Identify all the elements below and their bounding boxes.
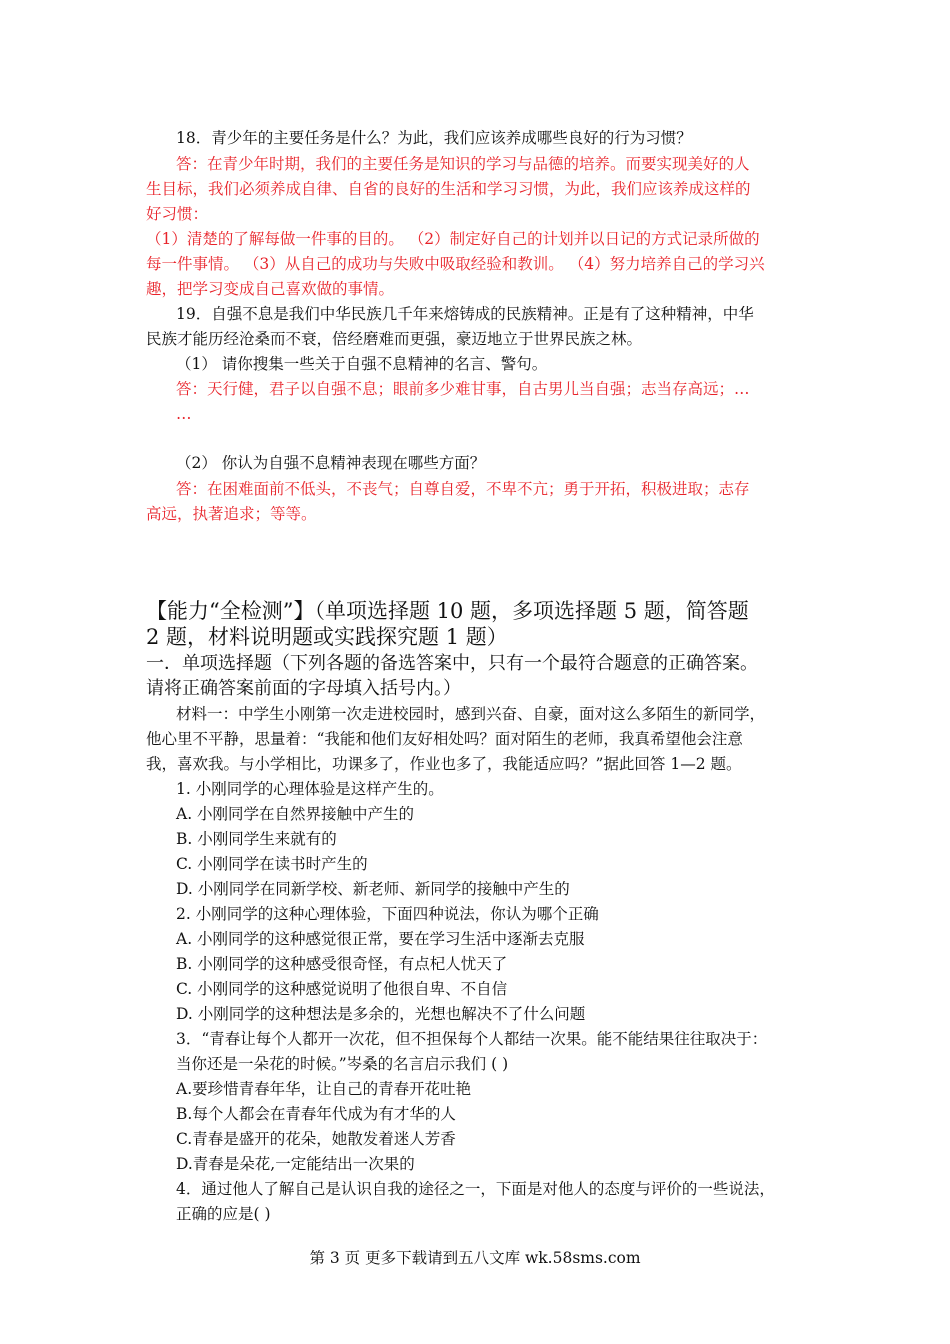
part-heading: 请将正确答案前面的字母填入括号内。） xyxy=(146,678,461,699)
q18-answer-line: 好习惯： xyxy=(146,205,209,223)
option-line: B. 小刚同学的这种感受很奇怪，有点杞人忧天了 xyxy=(176,955,508,973)
section-heading: 2 题，材料说明题或实践探究题 1 题） xyxy=(146,625,508,649)
option-line: C. 小刚同学的这种感觉说明了他很自卑、不自信 xyxy=(176,980,508,998)
question-line: 当你还是一朵花的时候。”岑桑的名言启示我们 ( ) xyxy=(176,1055,509,1073)
option-line: C.青春是盛开的花朵，她散发着迷人芳香 xyxy=(176,1130,456,1148)
material-line: 我，喜欢我。与小学相比，功课多了，作业也多了，我能适应吗？”据此回答 1—2 题。 xyxy=(146,755,742,773)
option-line: C. 小刚同学在读书时产生的 xyxy=(176,855,368,873)
q19-ans2-line: 答：在困难面前不低头，不丧气；自尊自爱，不卑不亢；勇于开拓，积极进取；志存 xyxy=(176,480,750,498)
q18-answer-line: 生目标，我们必须养成自律、自省的良好的生活和学习习惯，为此，我们应该养成这样的 xyxy=(146,180,751,198)
question-line: 3．“青春让每个人都开一次花，但不担保每个人都结一次果。能不能结果往往取决于： xyxy=(176,1030,768,1048)
question-line: 4．通过他人了解自己是认识自我的途径之一，下面是对他人的态度与评价的一些说法， xyxy=(176,1180,775,1198)
question-line: 1. 小刚同学的心理体验是这样产生的。 xyxy=(176,780,444,798)
q18-answer-line: （1）清楚的了解每做一件事的目的。 （2）制定好自己的计划并以日记的方式记录所做的 xyxy=(146,230,760,248)
question-line: 2. 小刚同学的这种心理体验，下面四种说法，你认为哪个正确 xyxy=(176,905,599,923)
material-line: 材料一：中学生小刚第一次走进校园时，感到兴奋、自豪，面对这么多陌生的新同学， xyxy=(176,705,766,723)
q19-stem-line: 19．自强不息是我们中华民族几千年来熔铸成的民族精神。正是有了这种精神，中华 xyxy=(176,305,754,323)
q19-ans1-line: … xyxy=(176,405,192,423)
question-line: 正确的应是( ) xyxy=(176,1205,271,1223)
q19-stem-line: 民族才能历经沧桑而不衰，倍经磨难而更强，豪迈地立于世界民族之林。 xyxy=(146,330,643,348)
section-heading: 【能力“全检测”】（单项选择题 10 题，多项选择题 5 题，简答题 xyxy=(146,599,749,623)
option-line: A. 小刚同学在自然界接触中产生的 xyxy=(176,805,415,823)
option-line: D. 小刚同学在同新学校、新老师、新同学的接触中产生的 xyxy=(176,880,570,898)
page-footer: 第 3 页 更多下载请到五八文库 wk.58sms.com xyxy=(309,1249,641,1267)
option-line: A. 小刚同学的这种感觉很正常，要在学习生活中逐渐去克服 xyxy=(176,930,585,948)
option-line: A.要珍惜青春年华，让自己的青春开花吐艳 xyxy=(176,1080,472,1098)
q18-answer-line: 每一件事情。 （3）从自己的成功与失败中吸取经验和教训。 （4）努力培养自己的学习兴 xyxy=(146,255,765,273)
part-heading: 一．单项选择题（下列各题的备选答案中，只有一个最符合题意的正确答案。 xyxy=(146,653,758,674)
q18-answer-line: 趣，把学习变成自己喜欢做的事情。 xyxy=(146,280,395,298)
option-line: B. 小刚同学生来就有的 xyxy=(176,830,337,848)
q19-ans1-line: 答：天行健，君子以自强不息；眼前多少难甘事，自古男儿当自强；志当存高远；… xyxy=(176,380,750,398)
q19-sub1: （1） 请你搜集一些关于自强不息精神的名言、警句。 xyxy=(176,355,548,373)
q18-question: 18．青少年的主要任务是什么？为此，我们应该养成哪些良好的行为习惯？ xyxy=(176,129,692,147)
option-line: D.青春是朵花,一定能结出一次果的 xyxy=(176,1155,415,1173)
option-line: B.每个人都会在青春年代成为有才华的人 xyxy=(176,1105,456,1123)
option-line: D. 小刚同学的这种想法是多余的，光想也解决不了什么问题 xyxy=(176,1005,586,1023)
q19-ans2-line: 高远，执著追求；等等。 xyxy=(146,505,317,523)
q19-sub2: （2） 你认为自强不息精神表现在哪些方面？ xyxy=(176,454,486,472)
q18-answer-line: 答：在青少年时期，我们的主要任务是知识的学习与品德的培养。而要实现美好的人 xyxy=(176,155,750,173)
material-line: 他心里不平静，思量着：“我能和他们友好相处吗？面对陌生的老师，我真希望他会注意 xyxy=(146,730,743,748)
